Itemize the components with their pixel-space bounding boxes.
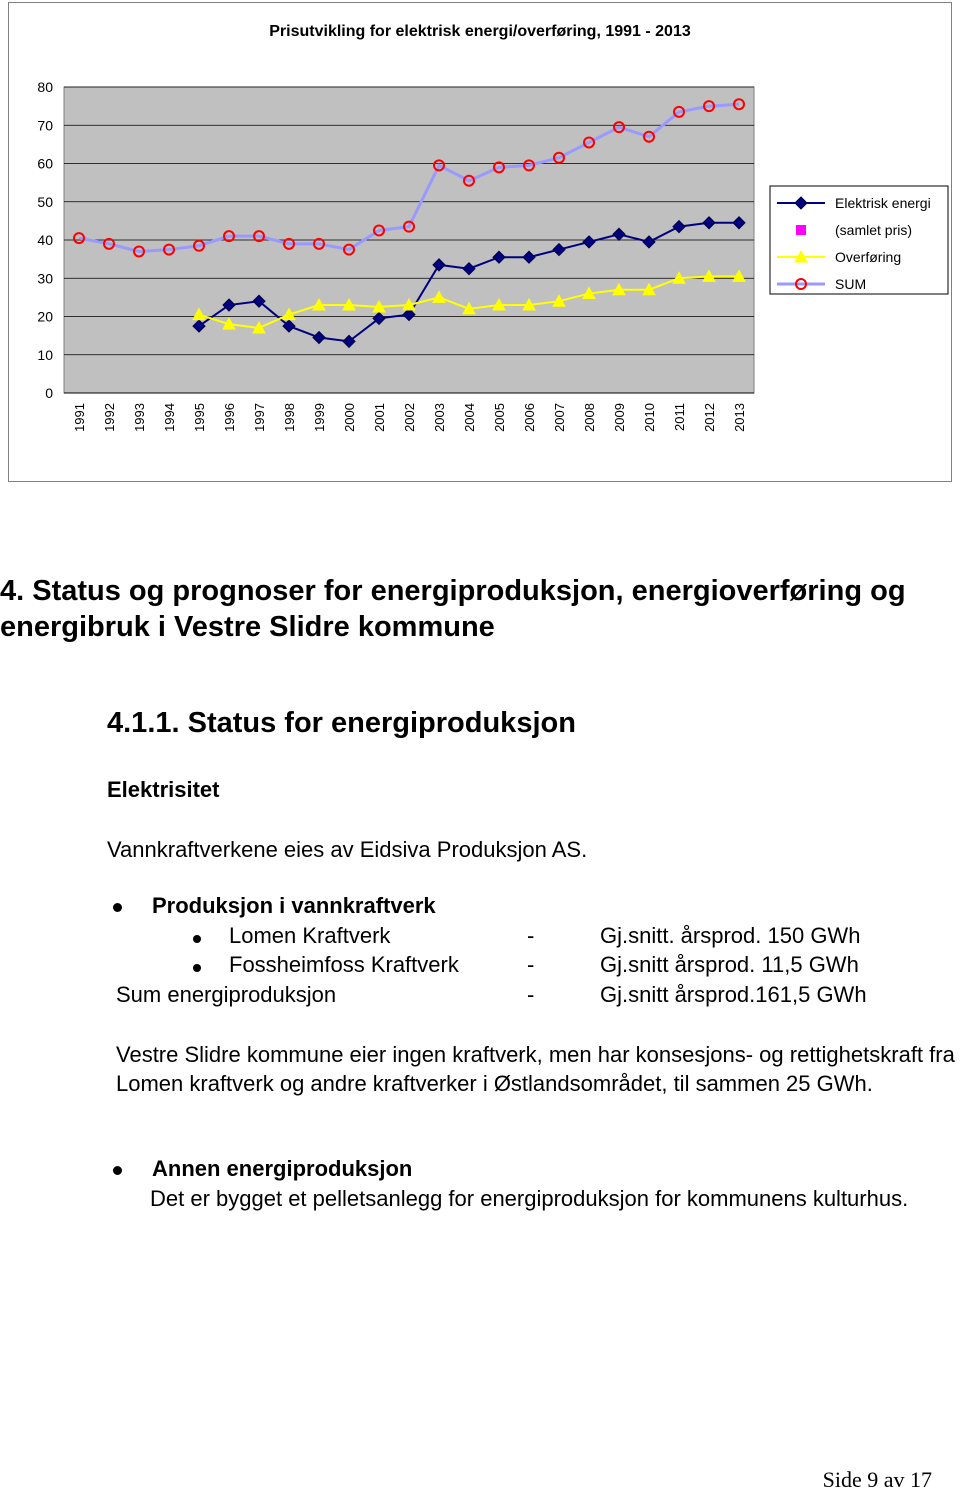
x-tick-label: 2004: [462, 403, 477, 432]
x-tick-label: 1998: [282, 403, 297, 432]
section-heading: 4. Status og prognoser for energiproduksjon, energioverføring og energibruk i Vestre Slidre kommune: [0, 575, 906, 643]
x-tick-label: 2002: [402, 403, 417, 432]
y-tick-label: 0: [45, 385, 53, 401]
bullet-icon: [193, 964, 201, 972]
x-tick-label: 2011: [672, 403, 687, 431]
production-title: Produksjon i vannkraftverk: [152, 893, 436, 918]
legend-label: (samlet pris): [835, 222, 913, 238]
chart-title: Prisutvikling for elektrisk energi/overføring, 1991 - 2013: [269, 23, 691, 40]
y-tick-label: 10: [37, 346, 53, 363]
y-tick-label: 20: [37, 308, 53, 325]
x-tick-label: 2010: [642, 403, 657, 432]
legend-label: Elektrisk energi: [835, 195, 931, 211]
owner-text: Vannkraftverkene eies av Eidsiva Produksjon AS.: [107, 837, 588, 862]
x-tick-label: 2006: [522, 403, 537, 432]
x-tick-label: 2005: [492, 403, 507, 432]
legend-label: SUM: [835, 276, 867, 292]
plant-value: Gj.snitt årsprod. 11,5 GWh: [600, 952, 859, 977]
plant-dash: -: [527, 923, 535, 948]
bullet-icon: [113, 903, 122, 912]
y-tick-label: 60: [37, 155, 53, 172]
other-title: Annen energiproduksjon: [152, 1156, 413, 1181]
y-tick-label: 80: [37, 79, 53, 95]
bullet-icon: [193, 935, 201, 943]
x-tick-label: 1999: [312, 403, 327, 432]
x-tick-label: 2013: [732, 403, 747, 432]
x-tick-label: 1991: [72, 403, 87, 432]
legend-label: Overføring: [835, 249, 902, 265]
rights-paragraph: Vestre Slidre kommune eier ingen kraftverk, men har konsesjons- og rettighetskraft fra Lomen kraftverk og andre kraftverker i Østlandsområdet, til sammen 25 GWh.: [116, 1042, 955, 1096]
plant-dash: -: [527, 952, 535, 977]
x-tick-label: 1994: [162, 403, 177, 432]
x-tick-label: 1992: [102, 403, 117, 432]
x-tick-label: 1997: [252, 403, 267, 432]
legend-marker: [796, 225, 806, 235]
y-tick-label: 40: [37, 232, 53, 248]
y-tick-label: 70: [37, 117, 53, 134]
subsection-heading: 4.1.1. Status for energiproduksjon: [107, 707, 576, 739]
plant-value: Gj.snitt. årsprod. 150 GWh: [600, 923, 861, 948]
x-tick-label: 2001: [372, 403, 387, 432]
y-tick-label: 30: [37, 270, 53, 287]
x-tick-label: 1993: [132, 403, 147, 432]
plant-name: Fossheimfoss Kraftverk: [229, 952, 459, 977]
sum-value: Gj.snitt årsprod.161,5 GWh: [600, 982, 867, 1007]
price-chart: [8, 2, 952, 482]
sum-label: Sum energiproduksjon: [116, 982, 337, 1007]
x-tick-label: 2000: [342, 403, 357, 432]
x-tick-label: 2012: [702, 403, 717, 432]
x-tick-label: 2008: [582, 403, 597, 432]
x-tick-label: 2007: [552, 403, 567, 432]
electricity-heading: Elektrisitet: [107, 777, 220, 802]
page-number: Side 9 av 17: [822, 1467, 932, 1492]
other-text: Det er bygget et pelletsanlegg for energiproduksjon for kommunens kulturhus.: [150, 1186, 909, 1211]
x-tick-label: 2003: [432, 403, 447, 432]
plant-name: Lomen Kraftverk: [229, 923, 391, 948]
y-tick-label: 50: [37, 193, 53, 210]
x-tick-label: 1995: [192, 403, 207, 432]
bullet-icon: [113, 1166, 122, 1175]
sum-dash: -: [527, 982, 535, 1007]
price-chart-svg: [9, 3, 951, 481]
x-tick-label: 2009: [612, 403, 627, 432]
x-tick-label: 1996: [222, 403, 237, 432]
